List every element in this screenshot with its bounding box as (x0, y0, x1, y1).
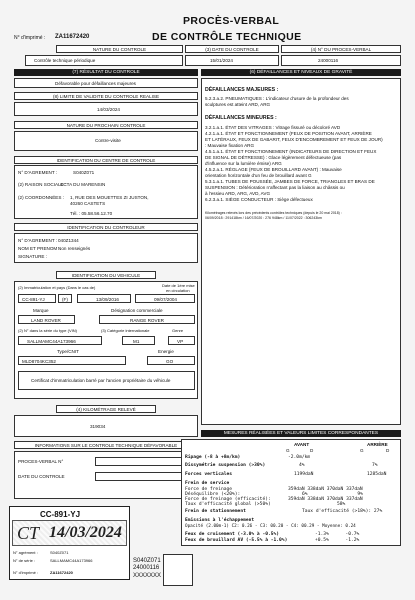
imprime-number: ZA11672420 (55, 34, 90, 40)
infos-header: INFORMATIONS SUR LE CONTROLE TECHNIQUE DÉFAVORABLE (14, 441, 198, 449)
desequilibre-label: Déséquilibre (<20%): (185, 492, 241, 497)
sticker-imprime-label: N° d'imprimé : (13, 570, 39, 575)
imprime-label: N° d'imprimé : (14, 35, 46, 41)
mesures-arriere-d: D (386, 448, 390, 453)
sticker-band (12, 520, 127, 546)
defaillances-header: (6) DÉFAILLANCES ET NIVEAUX DE GRAVITÉ (201, 69, 401, 76)
majeure-line-1: 5.2.3.a.2. PNEUMATIQUES : L'indicateur d'usure de la profondeur des (205, 96, 349, 101)
defaillances-box (201, 78, 401, 425)
vehicule-categorie-value: M1 (133, 338, 140, 344)
controleur-nom-value: Non renseignés (58, 246, 91, 251)
infos-date-label: DATE DU CONTROLE (18, 474, 65, 479)
vehicule-categorie-box (122, 336, 155, 345)
nature-controle-value: Contrôle technique périodique (34, 58, 96, 63)
controleur-box (14, 233, 198, 263)
vehicule-designation-box (99, 315, 195, 324)
vehicule-cert-label: Certificat d'immatriculation barré par l'ancien propriétaire du véhicule (31, 378, 171, 383)
centre-raison-value: CCTA DU MARENSIN (60, 182, 106, 187)
mesures-header: MESURES RÉALISÉES ET VALEURS LIMITES CORRESPONDANTES (201, 430, 401, 437)
sticker-ct: CT (17, 523, 40, 543)
pv-number-label: (4) N° DU PROCES-VERBAL (281, 45, 401, 53)
date-controle-value: 15/01/2024 (210, 58, 233, 63)
taux-efficacite-label: Taux d'efficacité global (>50%) (185, 502, 271, 507)
kilometrage-value: 319034 (90, 424, 106, 429)
vehicule-date-box (77, 294, 131, 303)
kilometrage-header: (4) KILOMÉTRAGE RELEVÉ (56, 405, 156, 413)
infos-date-field (95, 472, 195, 481)
date-controle-box (185, 55, 279, 66)
stamp-box (163, 554, 193, 586)
centre-header: IDENTIFICATION DU CENTRE DE CONTROLE (14, 156, 198, 164)
frein-stationnement-label: Frein de stationnement (185, 509, 246, 514)
vehicule-immat-value: CC-891-YJ (22, 296, 45, 302)
centre-box (14, 165, 198, 219)
efficacite-values: 359daN 338daN 370daN 337daN (288, 497, 363, 502)
mineure-line-4: : Mauvaise fixation ARG (205, 143, 255, 148)
km-history-values: 06/09/2018 : 291418km / 16/07/2020 : 276 948km / 11/07/2022 : 306243km (205, 216, 322, 220)
vehicule-energie-label: Energie (158, 349, 174, 354)
vehicule-immat-label: (2) Immatriculation et pays (Dans le cas de) (18, 285, 96, 290)
title-line1: PROCÈS-VERBAL (183, 15, 280, 27)
feux-croisement-values: -1.3% -0.7% (315, 532, 360, 537)
sticker-agrement-label: N° agrément : (13, 550, 38, 555)
centre-tel: Tél. : 05.58.56.12.70 (70, 211, 113, 216)
mineure-line-7: d'influence sur la lumière émise) ARG (205, 161, 282, 166)
validite-box (14, 102, 198, 116)
vehicule-immat-box (18, 294, 56, 303)
vehicule-designation-value: RANGE ROVER (130, 317, 164, 323)
validite-value: 14/03/2024 (97, 107, 120, 112)
dissymetrie-arriere: 7% (372, 463, 378, 468)
sticker-serie-label: N° de série : (13, 558, 36, 563)
vehicule-pays-box (58, 294, 72, 303)
feux-brouillard-label: Feux de brouillard AV (-5.5% à -1.0%) (185, 538, 288, 543)
taux-efficacite-value: 58% (337, 502, 346, 507)
validite-header: (8) LIMITE DE VALIDITE DU CONTROLE REALISE (14, 92, 198, 100)
desequilibre-values: 6% 9% (302, 492, 363, 497)
mineure-line-6: DE SIGNAL DE DÉTRESSE) : Glace légèrement défectueuse (pas (205, 155, 342, 160)
force-freinage-values: 359daN 338daN 370daN 337daN (288, 487, 363, 492)
vehicule-cert-box (18, 371, 195, 390)
majeures-title: DÉFAILLANCES MAJEURES : (205, 87, 279, 93)
mineure-line-12: à l'essieu ARD, ARG, AVD, AVG (205, 191, 271, 196)
pv-number-value: 24000116 (318, 58, 339, 63)
frein-stationnement-value: Taux d'efficacité (>18%): 27% (302, 509, 383, 514)
centre-coord-label: (2) COORDONNÉES : (18, 195, 64, 200)
vehicule-type-box (18, 356, 126, 365)
nature-controle-label: NATURE DU CONTROLE (56, 45, 183, 53)
pv-number-box (281, 55, 401, 66)
frein-service-title: Frein de service (185, 481, 230, 486)
sticker-immat: CC-891-YJ (40, 510, 81, 519)
force-freinage-label: Force de freinage (185, 487, 233, 492)
sticker-agrement-value: S040Z071 (50, 550, 69, 555)
efficacite-label: Force de freinage (efficacité): (185, 497, 271, 502)
vehicule-genre-value: VP (177, 338, 184, 344)
mineure-line-3: ET LATÉRAUX, FEUX DE GABARIT, FEUX D'ENCOMBREMENT ET FEUX DE JOUR) (205, 137, 383, 142)
stamp-line3: XXXXXXX (133, 573, 162, 579)
km-history-note: Kilométrages relevés lors des précédents contrôles techniques (depuis le 20 mai 2018) : (205, 211, 342, 215)
mineure-line-8: 4.5.2.a.1. RÉGLAGE (FEUX DE BROUILLARD AVANT) : Mauvaise (205, 167, 342, 172)
ct-sticker (9, 506, 130, 580)
vehicule-date1-label: Date de 1ère mise (162, 283, 195, 288)
mesures-arriere-g: G (360, 448, 364, 453)
kilometrage-box (14, 415, 198, 437)
centre-coord-line1: 1, RUE DES MOUETTES ZI JUSTON, (70, 195, 149, 200)
controleur-agrement-label: N° D'AGREMENT : (18, 238, 58, 243)
mesures-avant-g: G (286, 448, 290, 453)
mesures-box (181, 439, 401, 546)
vehicule-categorie-label: (3) Catégorie internationale (101, 328, 150, 333)
resultat-value: Défavorable pour défaillances majeures (55, 81, 136, 86)
mesures-avant-label: AVANT (294, 442, 310, 447)
vehicule-date1-value: 09/07/2004 (154, 296, 177, 302)
mineure-line-1: 3.2.1.a.1. ÉTAT DES VITRAGES : Vitrage fissuré ou décoloré AVD (205, 125, 341, 130)
vehicule-date1-label2: en circulation (166, 288, 190, 293)
centre-agrement-value: S040Z071 (73, 170, 95, 175)
mineure-line-13: 6.2.3.a.1. SIÈGE CONDUCTEUR : Siège défectueux (205, 197, 313, 202)
vehicule-genre-label: Genre (172, 328, 184, 333)
mesures-avant-d: D (310, 448, 314, 453)
majeure-line-2: sculptures est atteint ARD, ARG (205, 102, 271, 107)
vehicule-marque-label: Marque (33, 308, 49, 313)
emissions-title: Emissions à l'échappement (185, 518, 255, 523)
infos-pv-label: PROCES-VERBAL N° (18, 459, 64, 464)
stamp-line2: 24000116 (133, 565, 160, 571)
sticker-date: 14/03/2024 (49, 524, 122, 541)
nature-controle-box (25, 55, 183, 66)
forces-label: Forces verticales (185, 472, 233, 477)
vehicule-genre-box (168, 336, 195, 345)
mineures-title: DÉFAILLANCES MINEURES : (205, 115, 277, 121)
feux-brouillard-values: +0.5% -1.2% (315, 538, 360, 543)
vehicule-header: IDENTIFICATION DU VEHICULE (56, 271, 156, 279)
mineure-line-5: 4.5.1.a.1. ÉTAT ET FONCTIONNEMENT (INDICATEURS DE DIRECTION ET FEUX (205, 149, 377, 154)
vehicule-energie-box (147, 356, 195, 365)
mineure-line-10: 5.3.1.a.1. TUBES DE POUSSÉE, JAMBES DE FORCE, TRIANGLES ET BRAS DE (205, 179, 375, 184)
ripage-label: Ripage (-8 à +8m/km) (185, 455, 241, 460)
ripage-value: -2.0m/km (288, 455, 311, 460)
dissymetrie-avant: 4% (299, 463, 305, 468)
prochain-value: Contre-visite (95, 138, 121, 143)
vehicule-vin-value: SALLMAMC44A173966 (27, 338, 76, 344)
dissymetrie-label: Dissymétrie suspension (>30%) (185, 463, 266, 468)
sticker-serie-value: SALLMAMC44A173966 (50, 558, 93, 563)
vehicule-date-value: 13/09/2016 (96, 296, 119, 302)
sticker-imprime-value: ZA11672420 (50, 570, 73, 575)
vehicule-box (14, 281, 198, 399)
vehicule-marque-value: LAND ROVER (31, 317, 61, 323)
controleur-signature-label: SIGNATURE : (18, 254, 48, 259)
mineure-line-2: 4.2.1.a.1. ÉTAT ET FONCTIONNEMENT (FEUX DE POSITION AVANT, ARRIÈRE (205, 131, 372, 136)
vehicule-designation-label: Désignation commerciale (111, 308, 163, 313)
feux-croisement-label: Feux de croisement (-3.0% à -0.5%) (185, 532, 280, 537)
infos-box (14, 451, 198, 499)
resultat-box (14, 78, 198, 88)
title-line2: DE CONTRÔLE TECHNIQUE (152, 31, 302, 43)
vehicule-vin-label: (2) N° dans la série du type (VIN) (18, 328, 77, 333)
vehicule-vin-box (18, 336, 102, 345)
stamp-line1: S040Z071 (133, 558, 161, 564)
controleur-header: IDENTIFICATION DU CONTROLEUR (14, 223, 198, 231)
resultat-header: (7) RÉSULTAT DU CONTROLE (14, 69, 198, 76)
date-controle-label: (3) DATE DU CONTROLE (185, 45, 279, 53)
vehicule-type-label: Type/CNIT (57, 349, 79, 354)
opacite-line: Opacité (2.00m-1) C2: 0.26 - C3: 00.20 - C4: 00.29 - Moyenne: 0.24 (185, 524, 356, 529)
controleur-nom-label: NOM ET PRENOM : (18, 246, 60, 251)
mesures-arriere-label: ARRIÈRE (367, 442, 388, 447)
centre-agrement-label: N° D'AGREMENT : (18, 170, 58, 175)
vehicule-energie-value: GO (166, 358, 174, 364)
mineure-line-9: orientation horizontale d'un feu de brouillard avant G (205, 173, 312, 178)
vehicule-type-value: MLD8704KC352 (22, 358, 56, 364)
vehicule-pays-value: (F) (62, 296, 68, 302)
forces-avant: 1199daN (294, 472, 314, 477)
mineure-line-11: SUSPENSION : Détérioration n'affectant pas la liaison au châssis ou (205, 185, 345, 190)
prochain-box (14, 131, 198, 151)
centre-coord-line2: 40260 CASTETS (70, 201, 106, 206)
controleur-agrement-value: 040Z1344 (58, 238, 79, 243)
vehicule-marque-box (18, 315, 75, 324)
infos-pv-field (95, 457, 195, 466)
prochain-header: NATURE DU PROCHAIN CONTROLE (14, 121, 198, 129)
vehicule-date1-box (135, 294, 195, 303)
centre-raison-label: (2) RAISON SOCIALE : (18, 182, 67, 187)
forces-arriere: 1285daN (367, 472, 387, 477)
